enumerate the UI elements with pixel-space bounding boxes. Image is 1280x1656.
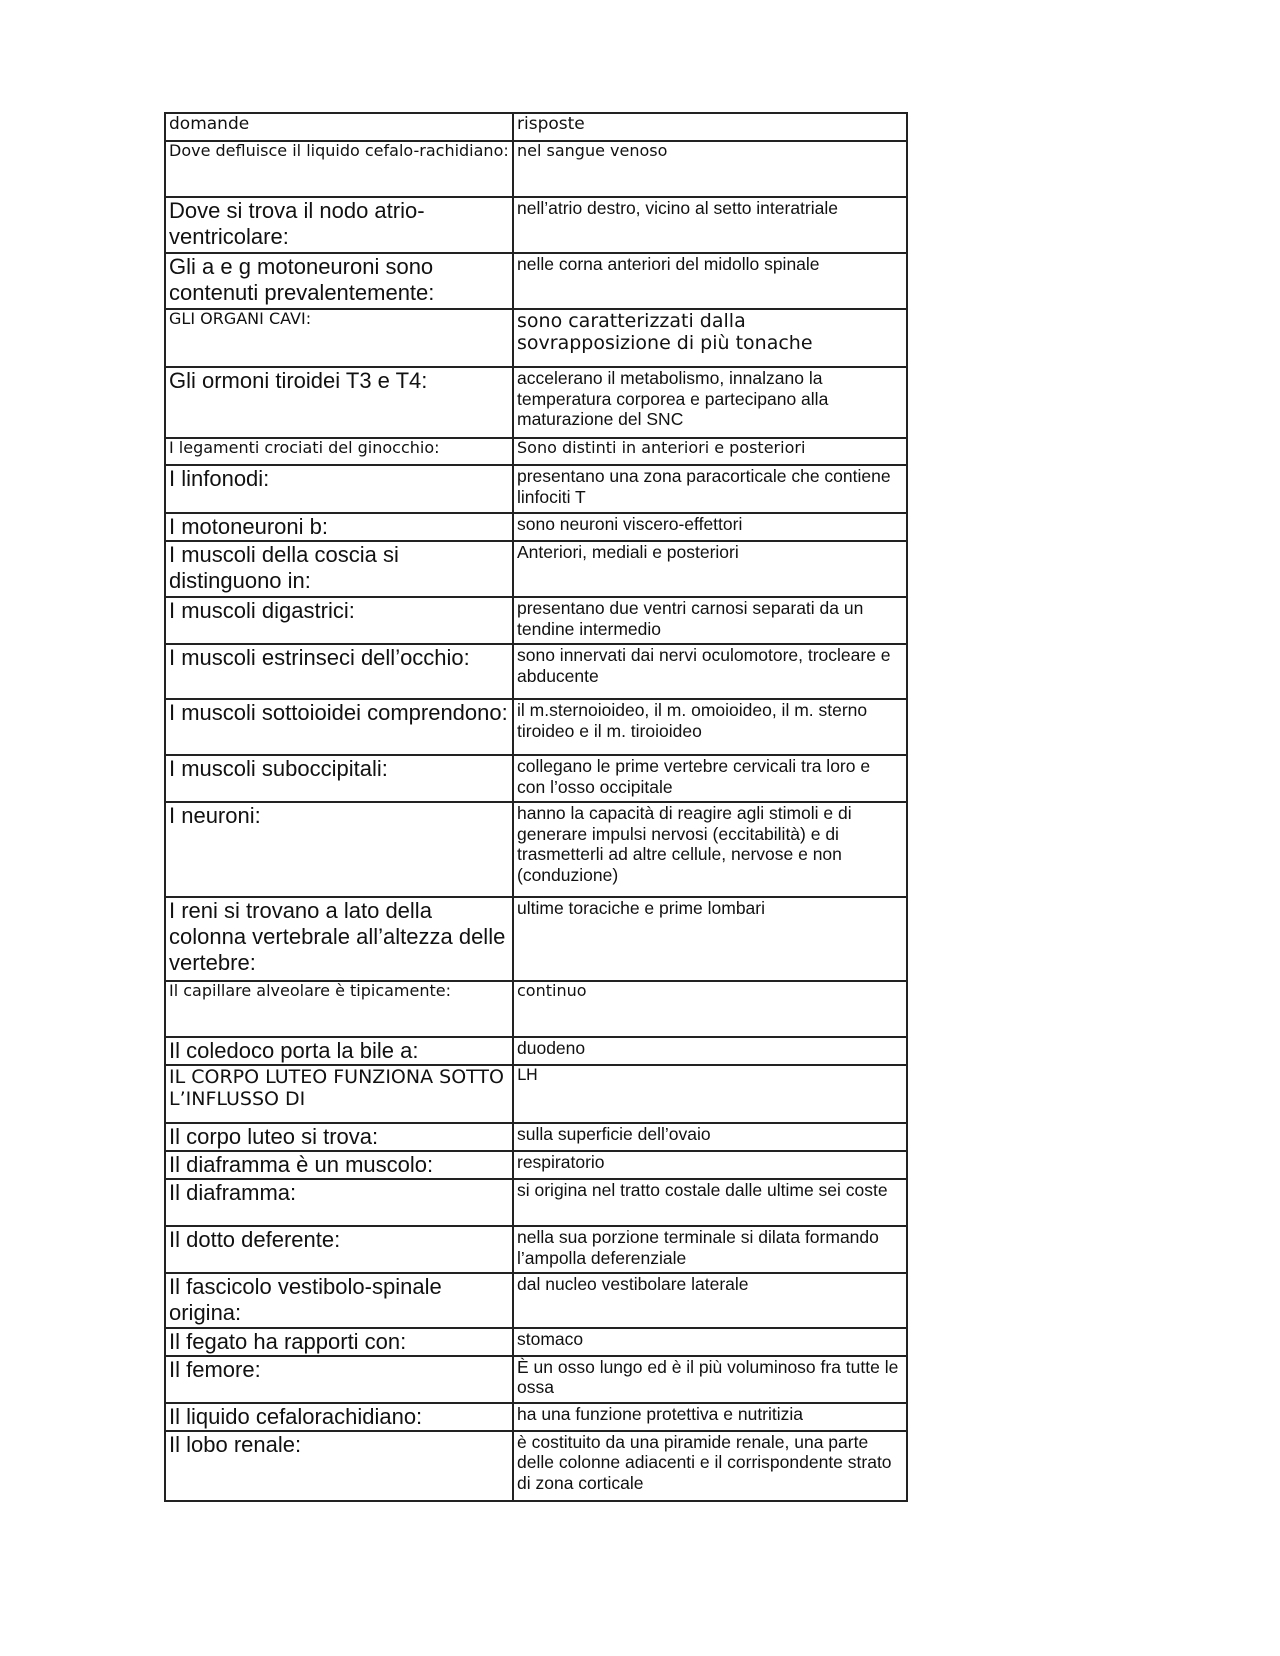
table-row — [165, 141, 907, 197]
answer-cell: sono innervati dai nervi oculomotore, trocleare e abducente — [513, 644, 907, 699]
table-row — [165, 309, 907, 367]
answer-cell: È un osso lungo ed è il più voluminoso fra tutte le ossa — [513, 1356, 907, 1403]
answer-cell: nella sua porzione terminale si dilata formando l’ampolla deferenziale — [513, 1226, 907, 1273]
table-row — [165, 465, 907, 513]
question-cell: I muscoli della coscia si distinguono in: — [165, 541, 513, 597]
table-row — [165, 1123, 907, 1151]
question-cell: GLI ORGANI CAVI: — [165, 309, 513, 367]
question-cell: Il lobo renale: — [165, 1431, 513, 1501]
table-row — [165, 1226, 907, 1273]
answer-cell: accelerano il metabolismo, innalzano la temperatura corporea e partecipano alla maturazione del SNC — [513, 367, 907, 438]
answer-cell: nelle corna anteriori del midollo spinale — [513, 253, 907, 309]
question-cell: I legamenti crociati del ginocchio: — [165, 438, 513, 465]
answer-cell: hanno la capacità di reagire agli stimoli e di generare impulsi nervosi (eccitabilità) e di trasmetterli ad altre cellule, nervose e non (conduzione) — [513, 802, 907, 897]
question-cell: Dove defluisce il liquido cefalo-rachidiano: — [165, 141, 513, 197]
table-row — [165, 1151, 907, 1179]
question-cell: Il capillare alveolare è tipicamente: — [165, 981, 513, 1037]
answer-cell: si origina nel tratto costale dalle ultime sei coste — [513, 1179, 907, 1226]
question-cell: I muscoli suboccipitali: — [165, 755, 513, 802]
table-row — [165, 802, 907, 897]
question-cell: Dove si trova il nodo atrio-ventricolare: — [165, 197, 513, 253]
answer-cell: ultime toraciche e prime lombari — [513, 897, 907, 981]
answer-cell: nel sangue venoso — [513, 141, 907, 197]
question-cell: Gli ormoni tiroidei T3 e T4: — [165, 367, 513, 438]
answer-cell: presentano due ventri carnosi separati da un tendine intermedio — [513, 597, 907, 644]
table-header-row — [165, 113, 907, 141]
qa-table — [164, 112, 908, 1502]
answer-cell: duodeno — [513, 1037, 907, 1065]
table-row — [165, 1356, 907, 1403]
table-row — [165, 253, 907, 309]
answer-cell: respiratorio — [513, 1151, 907, 1179]
table-row — [165, 541, 907, 597]
header-answer: risposte — [513, 113, 907, 141]
table-row — [165, 438, 907, 465]
question-cell: I muscoli sottoioidei comprendono: — [165, 699, 513, 755]
answer-cell: nell’atrio destro, vicino al setto interatriale — [513, 197, 907, 253]
answer-cell: sono neuroni viscero-effettori — [513, 513, 907, 541]
table-row — [165, 1065, 907, 1123]
table-row — [165, 981, 907, 1037]
table-row — [165, 755, 907, 802]
question-cell: IL CORPO LUTEO FUNZIONA SOTTO L’INFLUSSO DI — [165, 1065, 513, 1123]
answer-cell: collegano le prime vertebre cervicali tra loro e con l’osso occipitale — [513, 755, 907, 802]
table-row — [165, 1037, 907, 1065]
answer-cell: Anteriori, mediali e posteriori — [513, 541, 907, 597]
table-row — [165, 644, 907, 699]
answer-cell: è costituito da una piramide renale, una parte delle colonne adiacenti e il corrispondente strato di zona corticale — [513, 1431, 907, 1501]
answer-cell: il m.sternoioideo, il m. omoioideo, il m. sterno tiroideo e il m. tiroioideo — [513, 699, 907, 755]
table-row — [165, 1328, 907, 1356]
table-row — [165, 1431, 907, 1501]
table-row — [165, 1403, 907, 1431]
question-cell: Il liquido cefalorachidiano: — [165, 1403, 513, 1431]
answer-cell: presentano una zona paracorticale che contiene linfociti T — [513, 465, 907, 513]
question-cell: Il coledoco porta la bile a: — [165, 1037, 513, 1065]
question-cell: Il femore: — [165, 1356, 513, 1403]
question-cell: I linfonodi: — [165, 465, 513, 513]
answer-cell: LH — [513, 1065, 907, 1123]
question-cell: Il diaframma è un muscolo: — [165, 1151, 513, 1179]
header-question: domande — [165, 113, 513, 141]
question-cell: Il fegato ha rapporti con: — [165, 1328, 513, 1356]
table-row — [165, 1273, 907, 1328]
question-cell: Il fascicolo vestibolo-spinale origina: — [165, 1273, 513, 1328]
answer-cell: stomaco — [513, 1328, 907, 1356]
question-cell: Gli a e g motoneuroni sono contenuti prevalentemente: — [165, 253, 513, 309]
question-cell: I muscoli digastrici: — [165, 597, 513, 644]
question-cell: Il dotto deferente: — [165, 1226, 513, 1273]
answer-cell: Sono distinti in anteriori e posteriori — [513, 438, 907, 465]
answer-cell: dal nucleo vestibolare laterale — [513, 1273, 907, 1328]
answer-cell: ha una funzione protettiva e nutritizia — [513, 1403, 907, 1431]
question-cell: I motoneuroni b: — [165, 513, 513, 541]
answer-cell: sono caratterizzati dalla sovrapposizione di più tonache — [513, 309, 907, 367]
question-cell: Il diaframma: — [165, 1179, 513, 1226]
question-cell: I reni si trovano a lato della colonna vertebrale all’altezza delle vertebre: — [165, 897, 513, 981]
table-row — [165, 597, 907, 644]
answer-cell: sulla superficie dell’ovaio — [513, 1123, 907, 1151]
table-row — [165, 1179, 907, 1226]
question-cell: I neuroni: — [165, 802, 513, 897]
table-row — [165, 197, 907, 253]
answer-cell: continuo — [513, 981, 907, 1037]
question-cell: Il corpo luteo si trova: — [165, 1123, 513, 1151]
table-row — [165, 897, 907, 981]
question-cell: I muscoli estrinseci dell’occhio: — [165, 644, 513, 699]
table-row — [165, 367, 907, 438]
table-row — [165, 513, 907, 541]
table-row — [165, 699, 907, 755]
